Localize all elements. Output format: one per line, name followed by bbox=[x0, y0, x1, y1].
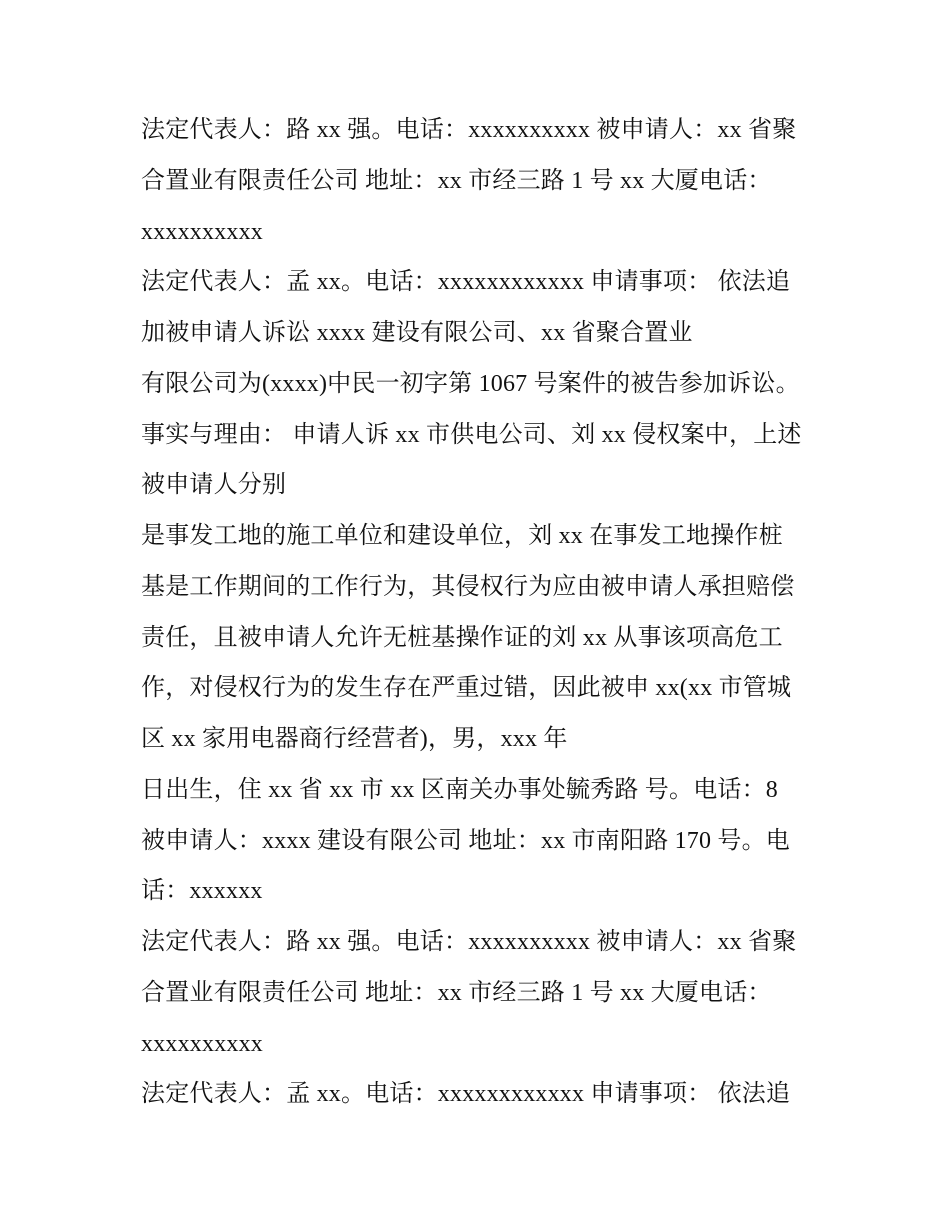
text-line: xxxxxxxxxx bbox=[141, 218, 263, 245]
text-line: 事实与理由： 申请人诉 xx 市供电公司、刘 xx 侵权案中，上述 bbox=[141, 421, 802, 448]
document-body bbox=[141, 105, 831, 1120]
text-line: 责任，且被申请人允许无桩基操作证的刘 xx 从事该项高危工 bbox=[141, 624, 783, 651]
text-line: 合置业有限责任公司 地址：xx 市经三路 1 号 xx 大厦电话： bbox=[141, 167, 772, 194]
text-line: 加被申请人诉讼 xxxx 建设有限公司、xx 省聚合置业 bbox=[141, 320, 693, 346]
text-line: 被申请人：xxxx 建设有限公司 地址：xx 市南阳路 170 号。电 bbox=[141, 827, 790, 854]
text-line: 法定代表人：路 xx 强。电话：xxxxxxxxxx 被申请人：xx 省聚 bbox=[141, 117, 797, 143]
text-line: 是事发工地的施工单位和建设单位，刘 xx 在事发工地操作桩 bbox=[141, 523, 783, 549]
text-line: 有限公司为(xxxx)中民一初字第 1067 号案件的被告参加诉讼。 bbox=[141, 370, 800, 397]
text-line: 日出生，住 xx 省 xx 市 xx 区南关办事处毓秀路 号。电话：8 bbox=[141, 776, 778, 803]
text-line: 法定代表人：孟 xx。电话：xxxxxxxxxxxx 申请事项： 依法追 bbox=[141, 269, 791, 296]
text-line: 法定代表人：路 xx 强。电话：xxxxxxxxxx 被申请人：xx 省聚 bbox=[141, 929, 797, 955]
text-line: 作，对侵权行为的发生存在严重过错，因此被申 xx(xx 市管城 bbox=[141, 675, 792, 702]
text-line: 区 xx 家用电器商行经营者)，男，xxx 年 bbox=[141, 726, 568, 752]
text-line: xxxxxxxxxx bbox=[141, 1030, 263, 1057]
text-line: 话：xxxxxx bbox=[141, 878, 263, 905]
text-line: 被申请人分别 bbox=[141, 472, 287, 499]
text-line: 法定代表人：孟 xx。电话：xxxxxxxxxxxx 申请事项： 依法追 bbox=[141, 1081, 791, 1108]
text-line: 基是工作期间的工作行为，其侵权行为应由被申请人承担赔偿 bbox=[141, 573, 795, 600]
text-line: 合置业有限责任公司 地址：xx 市经三路 1 号 xx 大厦电话： bbox=[141, 979, 772, 1006]
